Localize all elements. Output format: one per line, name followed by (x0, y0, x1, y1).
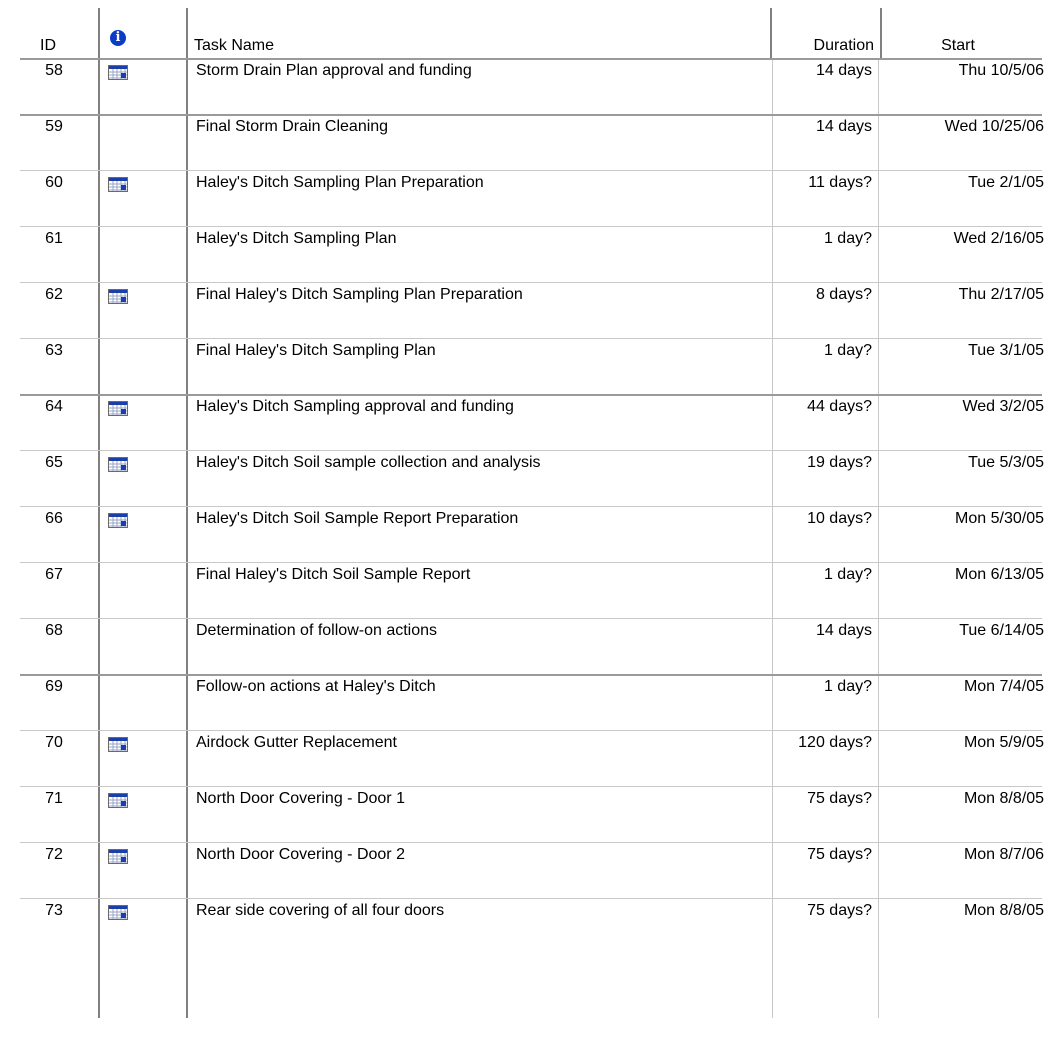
table-row[interactable] (0, 282, 1053, 338)
header-duration[interactable]: Duration (813, 37, 874, 54)
task-id[interactable]: 73 (45, 902, 63, 919)
row-divider (20, 114, 1042, 116)
task-name[interactable]: Haley's Ditch Sampling Plan (196, 230, 397, 247)
task-id[interactable]: 63 (45, 342, 63, 359)
task-id[interactable]: 69 (45, 678, 63, 695)
task-id[interactable]: 65 (45, 454, 63, 471)
header-id[interactable]: ID (40, 37, 56, 54)
task-name[interactable]: Airdock Gutter Replacement (196, 734, 397, 751)
task-start-date[interactable]: Mon 8/7/06 (963, 846, 1044, 863)
table-row[interactable] (0, 898, 1053, 954)
info-icon[interactable]: i (110, 30, 126, 46)
task-name[interactable]: Storm Drain Plan approval and funding (196, 62, 472, 79)
row-divider (20, 842, 1042, 843)
row-divider (20, 506, 1042, 507)
calendar-icon (108, 849, 128, 864)
task-duration[interactable]: 75 days? (807, 846, 872, 863)
task-start-date[interactable]: Thu 10/5/06 (958, 62, 1044, 79)
task-id[interactable]: 66 (45, 510, 63, 527)
task-duration[interactable]: 75 days? (807, 902, 872, 919)
task-duration[interactable]: 44 days? (807, 398, 872, 415)
task-duration[interactable]: 75 days? (807, 790, 872, 807)
task-id[interactable]: 62 (45, 286, 63, 303)
calendar-icon (108, 65, 128, 80)
calendar-icon (108, 793, 128, 808)
table-row[interactable] (0, 394, 1053, 450)
task-name[interactable]: Final Haley's Ditch Soil Sample Report (196, 566, 471, 583)
task-duration[interactable]: 1 day? (823, 566, 872, 583)
row-divider (20, 170, 1042, 171)
table-row[interactable] (0, 58, 1053, 114)
table-row[interactable] (0, 562, 1053, 618)
task-duration[interactable]: 14 days (815, 622, 872, 639)
row-divider (20, 898, 1042, 899)
task-start-date[interactable]: Tue 3/1/05 (968, 342, 1044, 359)
table-row[interactable] (0, 730, 1053, 786)
task-duration[interactable]: 14 days (815, 62, 872, 79)
task-start-date[interactable]: Mon 5/30/05 (955, 510, 1044, 527)
task-duration[interactable]: 11 days? (808, 174, 872, 191)
calendar-icon (108, 177, 128, 192)
row-divider (20, 618, 1042, 619)
task-name[interactable]: Haley's Ditch Sampling Plan Preparation (196, 174, 484, 191)
task-name[interactable]: North Door Covering - Door 1 (196, 790, 405, 807)
task-id[interactable]: 71 (45, 790, 63, 807)
calendar-icon (108, 289, 128, 304)
row-divider (20, 730, 1042, 731)
row-divider (20, 674, 1042, 676)
task-id[interactable]: 67 (45, 566, 63, 583)
task-name[interactable]: North Door Covering - Door 2 (196, 846, 405, 863)
task-name[interactable]: Determination of follow-on actions (196, 622, 438, 639)
row-divider (20, 450, 1042, 451)
table-row[interactable] (0, 170, 1053, 226)
row-divider (20, 58, 1042, 60)
calendar-icon (108, 401, 128, 416)
task-id[interactable]: 58 (45, 62, 63, 79)
task-name[interactable]: Follow-on actions at Haley's Ditch (196, 678, 436, 695)
row-divider (20, 562, 1042, 563)
task-name[interactable]: Final Haley's Ditch Sampling Plan Preparation (196, 286, 523, 303)
table-row[interactable] (0, 786, 1053, 842)
task-start-date[interactable]: Wed 3/2/05 (962, 398, 1044, 415)
task-start-date[interactable]: Mon 8/8/05 (963, 902, 1044, 919)
task-name[interactable]: Final Haley's Ditch Sampling Plan (196, 342, 436, 359)
table-row[interactable] (0, 450, 1053, 506)
table-row[interactable] (0, 338, 1053, 394)
task-id[interactable]: 68 (45, 622, 63, 639)
task-duration[interactable]: 1 day? (823, 678, 872, 695)
task-id[interactable]: 60 (45, 174, 63, 191)
task-duration[interactable]: 1 day? (823, 230, 872, 247)
task-name[interactable]: Rear side covering of all four doors (196, 902, 445, 919)
task-start-date[interactable]: Tue 2/1/05 (968, 174, 1044, 191)
task-start-date[interactable]: Tue 5/3/05 (968, 454, 1044, 471)
task-id[interactable]: 72 (45, 846, 63, 863)
row-divider (20, 786, 1042, 787)
header-start[interactable]: Start (941, 37, 975, 54)
task-start-date[interactable]: Tue 6/14/05 (959, 622, 1044, 639)
table-row[interactable] (0, 506, 1053, 562)
column-divider-task-name-top (770, 8, 772, 58)
task-start-date[interactable]: Thu 2/17/05 (958, 286, 1044, 303)
task-duration[interactable]: 120 days? (798, 734, 872, 751)
table-row[interactable] (0, 226, 1053, 282)
row-divider (20, 394, 1042, 396)
task-name[interactable]: Haley's Ditch Sampling approval and funding (196, 398, 514, 415)
task-start-date[interactable]: Wed 2/16/05 (953, 230, 1044, 247)
task-duration[interactable]: 19 days? (807, 454, 872, 471)
task-id[interactable]: 70 (45, 734, 63, 751)
calendar-icon (108, 905, 128, 920)
task-duration[interactable]: 1 day? (823, 342, 872, 359)
task-duration[interactable]: 10 days? (807, 510, 872, 527)
calendar-icon (108, 737, 128, 752)
task-duration[interactable]: 14 days (815, 118, 872, 135)
task-start-date[interactable]: Mon 6/13/05 (955, 566, 1044, 583)
task-name[interactable]: Haley's Ditch Soil Sample Report Preparation (196, 510, 519, 527)
task-duration[interactable]: 8 days? (815, 286, 872, 303)
table-row[interactable] (0, 842, 1053, 898)
task-start-date[interactable]: Mon 5/9/05 (963, 734, 1044, 751)
row-divider (20, 226, 1042, 227)
calendar-icon (108, 457, 128, 472)
calendar-icon (108, 513, 128, 528)
task-id[interactable]: 61 (45, 230, 63, 247)
task-id[interactable]: 64 (45, 398, 63, 415)
task-start-date[interactable]: Wed 10/25/06 (944, 118, 1044, 135)
task-start-date[interactable]: Mon 8/8/05 (963, 790, 1044, 807)
table-row[interactable] (0, 674, 1053, 730)
table-row[interactable] (0, 618, 1053, 674)
header-task-name[interactable]: Task Name (194, 37, 275, 54)
task-name[interactable]: Final Storm Drain Cleaning (196, 118, 389, 135)
table-row[interactable] (0, 114, 1053, 170)
row-divider (20, 282, 1042, 283)
row-divider (20, 338, 1042, 339)
task-name[interactable]: Haley's Ditch Soil sample collection and analysis (196, 454, 541, 471)
task-id[interactable]: 59 (45, 118, 63, 135)
task-start-date[interactable]: Mon 7/4/05 (963, 678, 1044, 695)
